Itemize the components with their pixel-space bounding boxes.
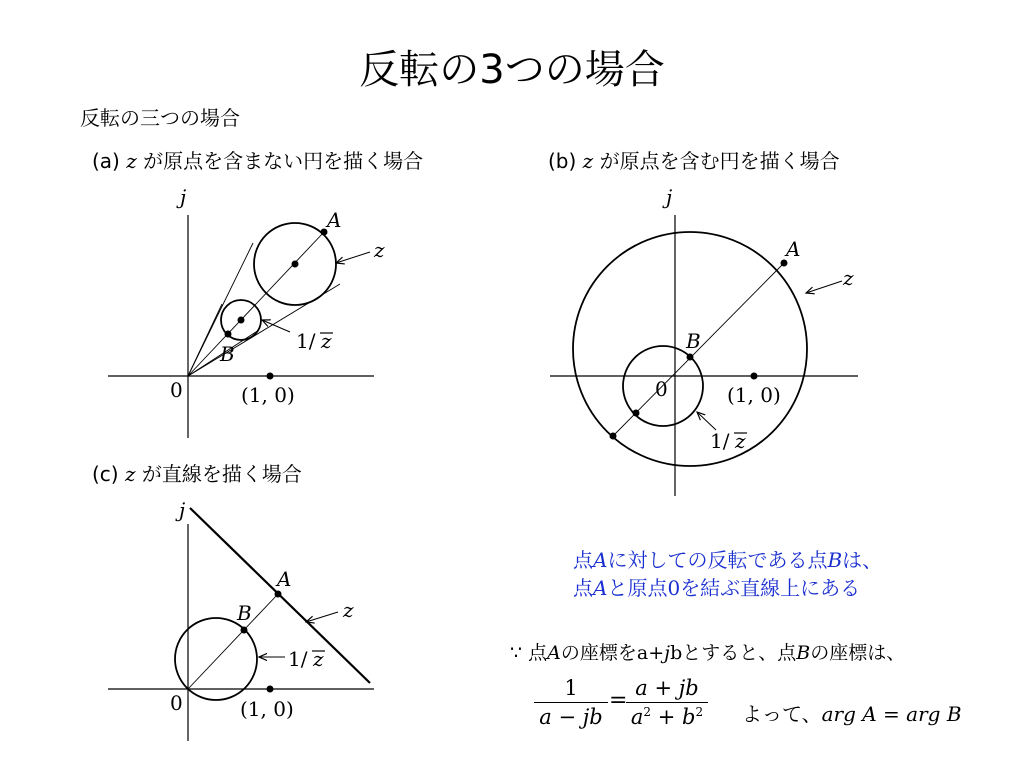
svg-text:B: B	[237, 601, 252, 625]
point-B	[241, 627, 248, 634]
svg-text:B: B	[686, 329, 701, 353]
svg-text:(1, 0): (1, 0)	[240, 697, 294, 721]
far-point	[610, 433, 617, 440]
z-arrow	[336, 252, 370, 263]
svg-text:0: 0	[170, 378, 183, 402]
svg-text:B: B	[220, 342, 235, 366]
svg-text:1/: 1/	[288, 647, 308, 671]
svg-text:A: A	[277, 567, 292, 591]
diagram-a-labels	[170, 185, 385, 407]
svg-text:A: A	[327, 208, 342, 232]
point-B	[687, 354, 694, 361]
svg-text:A: A	[786, 237, 801, 261]
point-1-0	[751, 373, 758, 380]
point-1-0	[267, 373, 274, 380]
center-dot	[292, 261, 299, 268]
perpendicular-line	[188, 594, 278, 689]
note-line-1: 点Aに対しての反転である点Bは、	[573, 548, 883, 572]
note-line-2: 点Aと原点0を結ぶ直線上にある	[573, 576, 861, 600]
near-point	[633, 410, 640, 417]
conclusion: よって、arg A = arg B	[742, 702, 962, 726]
case-b-heading: (b) z が原点を含む円を描く場合	[548, 149, 840, 173]
svg-text:z: z	[843, 266, 854, 290]
svg-text:z: z	[343, 598, 354, 622]
svg-text:z: z	[735, 429, 746, 453]
svg-text:(1, 0): (1, 0)	[241, 383, 295, 407]
svg-text:z: z	[313, 647, 324, 671]
diagram-b-labels	[655, 185, 854, 453]
slide-title: 反転の3つの場合	[359, 47, 665, 93]
svg-text:1/: 1/	[710, 429, 730, 453]
svg-text:j: j	[180, 185, 187, 209]
svg-text:j: j	[666, 185, 673, 209]
rhs-fraction: $\frac{a + jb}{a^2 + b^2}$	[626, 676, 708, 729]
svg-text:0: 0	[655, 377, 668, 401]
svg-text:j: j	[179, 498, 186, 522]
z-arrow	[306, 612, 338, 622]
inv-arrow	[697, 412, 716, 430]
center-dot	[238, 317, 245, 324]
svg-text:z: z	[321, 329, 332, 353]
because-statement: ∵ 点Aの座標をa+jbとすると、点Bの座標は、	[510, 642, 906, 664]
svg-text:0: 0	[170, 691, 183, 715]
inv-arrow	[262, 320, 290, 332]
point-B	[225, 331, 232, 338]
case-a-heading: (a) z が原点を含まない円を描く場合	[92, 149, 424, 173]
svg-text:1/: 1/	[296, 329, 316, 353]
inversion-note	[573, 546, 882, 602]
svg-text:(1, 0): (1, 0)	[727, 383, 781, 407]
equals-sign: =	[609, 688, 628, 713]
slide-subtitle: 反転の三つの場合	[80, 106, 240, 130]
svg-text:z: z	[374, 238, 385, 262]
z-arrow	[806, 281, 842, 293]
point-A	[275, 591, 282, 598]
lhs-fraction: $\frac{1}{a - jb}$	[534, 676, 608, 729]
case-c-heading: (c) z が直線を描く場合	[92, 462, 302, 486]
diagram-b	[550, 215, 858, 496]
point-1-0	[267, 686, 274, 693]
diagram-c-labels	[170, 498, 354, 721]
